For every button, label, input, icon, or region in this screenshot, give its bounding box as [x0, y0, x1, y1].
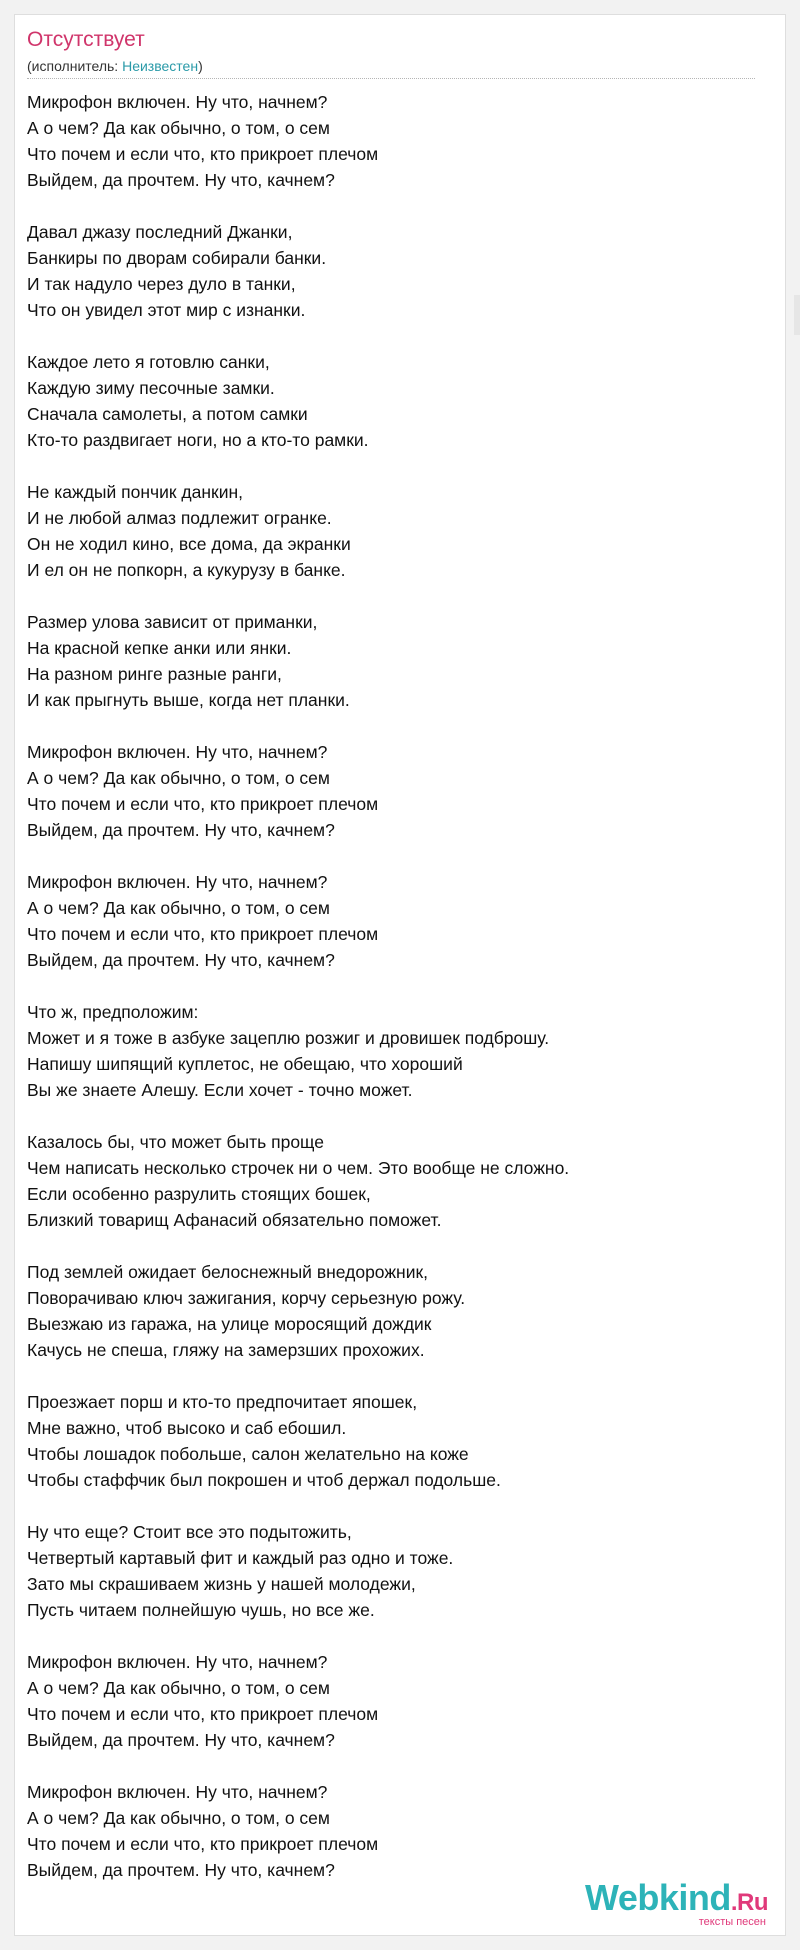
- lyric-line: Что почем и если что, кто прикроет плечом: [27, 924, 379, 944]
- lyric-line: Вы же знаете Алешу. Если хочет - точно может.: [27, 1080, 413, 1100]
- lyric-line: И ел он не попкорн, а кукурузу в банке.: [27, 560, 346, 580]
- lyric-line: Казалось бы, что может быть проще: [27, 1132, 324, 1152]
- lyric-line: Выйдем, да прочтем. Ну что, качнем?: [27, 1730, 335, 1750]
- lyric-line: И не любой алмаз подлежит огранке.: [27, 508, 332, 528]
- lyric-line: А о чем? Да как обычно, о том, о сем: [27, 898, 330, 918]
- artist-line: [27, 58, 203, 74]
- lyric-line: Чтобы лошадок побольше, салон желательно на коже: [27, 1444, 469, 1464]
- lyric-stanza: [27, 1129, 747, 1233]
- lyric-line: На красной кепке анки или янки.: [27, 638, 292, 658]
- lyric-line: Мне важно, чтоб высоко и саб ебошил.: [27, 1418, 347, 1438]
- artist-link[interactable]: Неизвестен: [122, 58, 199, 74]
- lyric-line: Что ж, предположим:: [27, 1002, 199, 1022]
- lyric-line: Что почем и если что, кто прикроет плечом: [27, 1834, 379, 1854]
- lyric-stanza: [27, 869, 747, 973]
- lyric-line: И так надуло через дуло в танки,: [27, 274, 296, 294]
- logo-suffix: .Ru: [730, 1889, 768, 1916]
- lyrics-body: [27, 89, 747, 1909]
- lyric-line: Каждую зиму песочные замки.: [27, 378, 275, 398]
- lyric-line: Микрофон включен. Ну что, начнем?: [27, 742, 328, 762]
- lyric-line: Выйдем, да прочтем. Ну что, качнем?: [27, 820, 335, 840]
- lyric-line: Выйдем, да прочтем. Ну что, качнем?: [27, 170, 335, 190]
- lyric-line: А о чем? Да как обычно, о том, о сем: [27, 1678, 330, 1698]
- lyric-line: Зато мы скрашиваем жизнь у нашей молодежи,: [27, 1574, 416, 1594]
- lyric-line: Что почем и если что, кто прикроет плечом: [27, 1704, 379, 1724]
- lyric-line: Выйдем, да прочтем. Ну что, качнем?: [27, 1860, 335, 1880]
- logo-name: Webkind: [584, 1877, 731, 1918]
- lyric-line: Что почем и если что, кто прикроет плечом: [27, 144, 379, 164]
- lyric-line: Каждое лето я готовлю санки,: [27, 352, 270, 372]
- lyric-stanza: [27, 1389, 747, 1493]
- lyric-line: Давал джазу последний Джанки,: [27, 222, 293, 242]
- lyric-line: Четвертый картавый фит и каждый раз одно и тоже.: [27, 1548, 454, 1568]
- lyric-line: Качусь не спеша, гляжу на замерзших прохожих.: [27, 1340, 425, 1360]
- lyric-line: Банкиры по дворам собирали банки.: [27, 248, 327, 268]
- artist-suffix: ): [198, 58, 203, 74]
- song-title: Отсутствует: [27, 28, 145, 51]
- lyric-line: Размер улова зависит от приманки,: [27, 612, 318, 632]
- lyric-stanza: [27, 999, 747, 1103]
- lyric-line: Микрофон включен. Ну что, начнем?: [27, 92, 328, 112]
- lyric-stanza: [27, 219, 747, 323]
- lyric-stanza: [27, 349, 747, 453]
- lyric-line: Ну что еще? Стоит все это подытожить,: [27, 1522, 352, 1542]
- lyric-stanza: [27, 1519, 747, 1623]
- lyric-line: Кто-то раздвигает ноги, но а кто-то рамки.: [27, 430, 369, 450]
- lyric-line: Чем написать несколько строчек ни о чем. Это вообще не сложно.: [27, 1158, 570, 1178]
- lyric-stanza: [27, 1259, 747, 1363]
- artist-prefix: (исполнитель:: [27, 58, 123, 74]
- lyric-stanza: [27, 479, 747, 583]
- title-separator: [27, 78, 755, 79]
- lyric-stanza: [27, 89, 747, 193]
- lyric-line: Не каждый пончик данкин,: [27, 482, 243, 502]
- lyric-line: Проезжает порш и кто-то предпочитает япошек,: [27, 1392, 418, 1412]
- lyric-line: Под землей ожидает белоснежный внедорожник,: [27, 1262, 429, 1282]
- lyric-line: А о чем? Да как обычно, о том, о сем: [27, 1808, 330, 1828]
- lyric-stanza: [27, 1649, 747, 1753]
- lyric-line: Он не ходил кино, все дома, да экранки: [27, 534, 351, 554]
- scroll-marker: [794, 295, 800, 335]
- lyric-line: Выезжаю из гаража, на улице моросящий дождик: [27, 1314, 432, 1334]
- lyric-line: Выйдем, да прочтем. Ну что, качнем?: [27, 950, 335, 970]
- site-logo[interactable]: [578, 1878, 768, 1928]
- lyric-line: Может и я тоже в азбуке зацеплю розжиг и дровишек подброшу.: [27, 1028, 550, 1048]
- lyric-line: Микрофон включен. Ну что, начнем?: [27, 872, 328, 892]
- lyric-line: Микрофон включен. Ну что, начнем?: [27, 1782, 328, 1802]
- lyric-line: Напишу шипящий куплетос, не обещаю, что хороший: [27, 1054, 463, 1074]
- lyric-line: Пусть читаем полнейшую чушь, но все же.: [27, 1600, 375, 1620]
- lyric-line: И как прыгнуть выше, когда нет планки.: [27, 690, 350, 710]
- lyric-line: Если особенно разрулить стоящих бошек,: [27, 1184, 371, 1204]
- lyric-stanza: [27, 1779, 747, 1883]
- lyric-stanza: [27, 739, 747, 843]
- lyric-stanza: [27, 609, 747, 713]
- lyric-line: Близкий товарищ Афанасий обязательно поможет.: [27, 1210, 442, 1230]
- lyric-line: Микрофон включен. Ну что, начнем?: [27, 1652, 328, 1672]
- lyric-line: Сначала самолеты, а потом самки: [27, 404, 308, 424]
- logo-tagline: тексты песен: [698, 1916, 766, 1928]
- lyric-line: Чтобы стаффчик был покрошен и чтоб держал подольше.: [27, 1470, 501, 1490]
- lyric-line: Поворачиваю ключ зажигания, корчу серьезную рожу.: [27, 1288, 466, 1308]
- lyric-line: А о чем? Да как обычно, о том, о сем: [27, 118, 330, 138]
- lyric-line: Что почем и если что, кто прикроет плечом: [27, 794, 379, 814]
- lyric-line: Что он увидел этот мир с изнанки.: [27, 300, 306, 320]
- lyric-line: А о чем? Да как обычно, о том, о сем: [27, 768, 330, 788]
- lyric-line: На разном ринге разные ранги,: [27, 664, 282, 684]
